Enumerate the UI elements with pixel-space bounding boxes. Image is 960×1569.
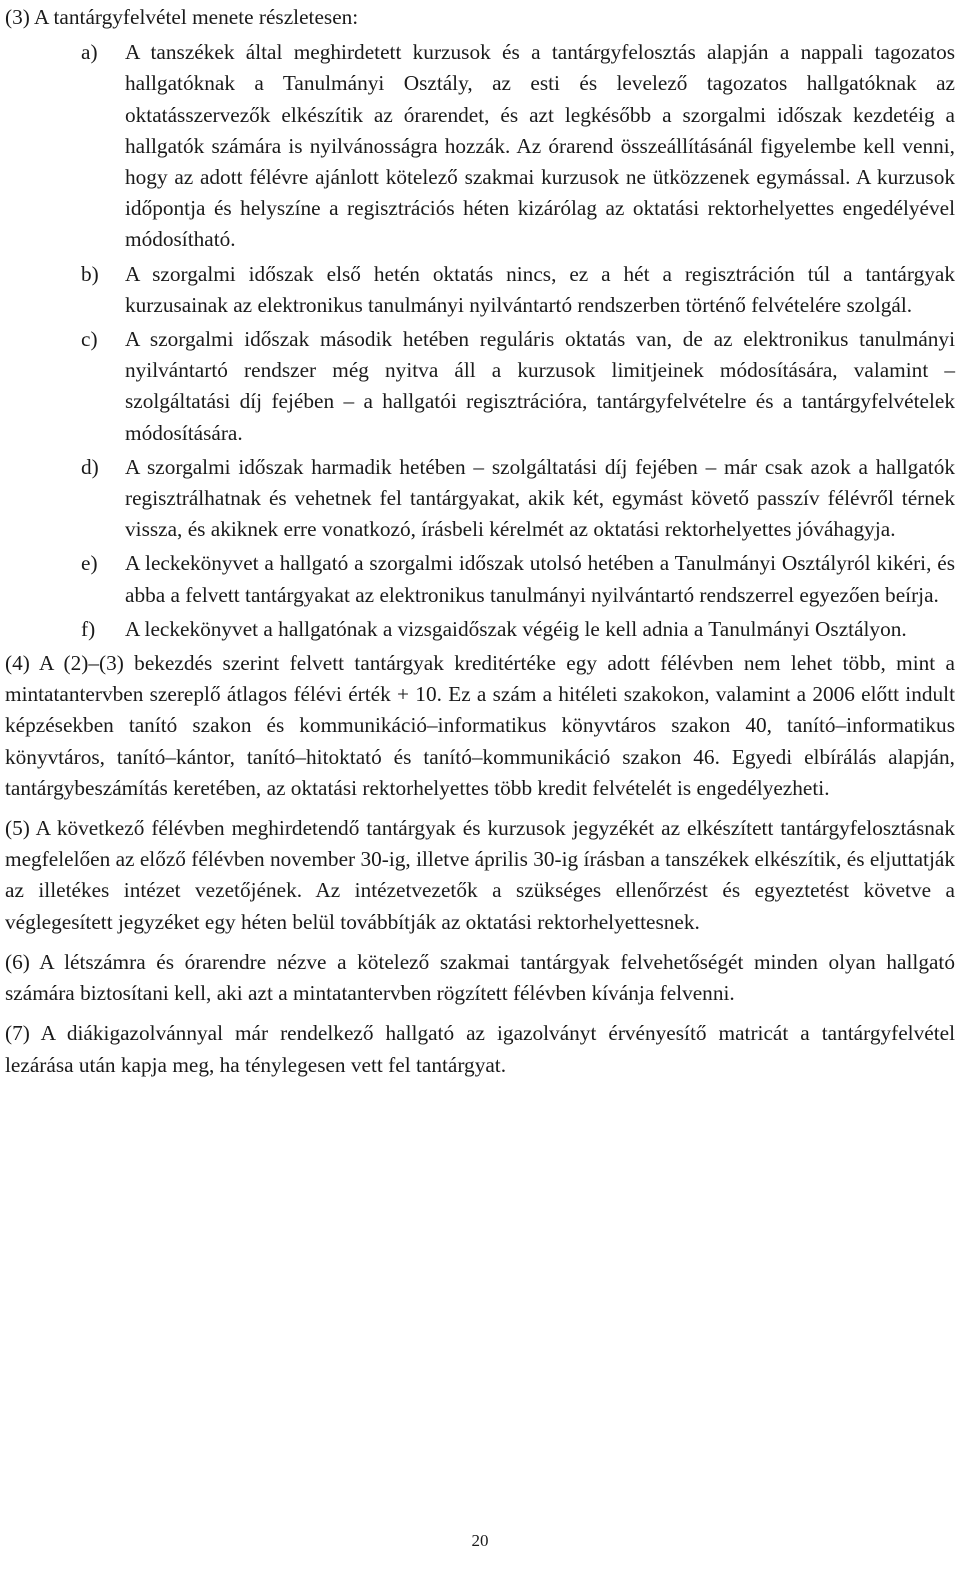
list-item-text: A szorgalmi időszak második hetében reguláris oktatás van, de az elektronikus tanulmányi nyilvántartó rendszer még nyitva áll a kurzusok limitjeinek módosítására, valamint – szolgáltatási díj fejében – a hallgatói regisztrációra, tantárgyfelvételre és a tantárgyfelvételek módosítására. — [125, 327, 955, 445]
list-item-text: A szorgalmi időszak első hetén oktatás nincs, ez a hét a regisztráción túl a tantárgyak kurzusainak az elektronikus tanulmányi nyilvántartó rendszerben történő felvételére szolgál. — [125, 261, 955, 317]
list-item-d — [5, 452, 955, 546]
list-item-text: A tanszékek által meghirdetett kurzusok és a tantárgyfelosztás alapján a nappali tagozatos hallgatóknak a Tanulmányi Osztály, az esti és levelező tagozatos hallgatóknak az oktatásszervezők elkészítik az órarendet, és azt legkésőbb a szorgalmi időszak kezdetéig a hallgatók számára is nyilvánosságra hozzák. Az órarend összeállításánál figyelembe kell venni, hogy az adott félévre ajánlott kötelező szakmai kurzusok ne ütközzenek egymással. A kurzusok időpontja és helyszíne a regisztrációs héten kizárólag az oktatási rektorhelyettes engedélyével módosítható. — [125, 40, 955, 252]
paragraph-6: (6) A létszámra és órarendre nézve a kötelező szakmai tantárgyak felvehetőségét minden olyan hallgató számára biztosítani kell, aki azt a mintatantervben rögzített félévben kívánja felvenni. — [5, 949, 955, 1006]
list-item-f — [5, 614, 955, 645]
document-page — [5, 2, 955, 1090]
section-3-heading: (3) A tantárgyfelvétel menete részletesen: — [5, 5, 359, 29]
list-marker: d) — [81, 454, 99, 479]
list-marker: a) — [81, 40, 98, 65]
list-item-e — [5, 548, 955, 610]
list-item-a — [5, 37, 955, 255]
list-item-text: A leckekönyvet a hallgatónak a vizsgaidőszak végéig le kell adnia a Tanulmányi Osztályon. — [125, 616, 907, 641]
paragraph-7: (7) A diákigazolvánnyal már rendelkező hallgató az igazolványt érvényesítő matricát a tantárgyfelvétel lezárása után kapja meg, ha ténylegesen vett fel tantárgyat. — [5, 1021, 955, 1077]
paragraph-5: (5) A következő félévben meghirdetendő tantárgyak és kurzusok jegyzékét az elkészített tantárgyfelosztásnak megfelelően az előző félévben november 30-ig, illetve április 30-ig írásban a tanszékek elkészítik, és eljuttatják az illetékes intézet vezetőjének. Az intézetvezetők a szükséges ellenőrzést és egyeztetést követve a véglegesített jegyzéket egy héten belül továbbítják az oktatási rektorhelyettesnek. — [5, 816, 955, 934]
page-number: 20 — [471, 1531, 489, 1550]
list-marker: f) — [81, 616, 96, 641]
paragraph-4: (4) A (2)–(3) bekezdés szerint felvett tantárgyak kreditértéke egy adott félévben nem lehet több, mint a mintatantervben szereplő átlagos félévi érték + 10. Ez a szám a hitéleti szakokon, valamint a 2006 előtt indult képzésekben tanító szakon és kommunikáció–informatikus könyvtáros szakon 40, tanító–informatikus könyvtáros, tanító–kántor, tanító–hitoktató és tanító–kommunikáció szakon 46. Egyedi elbírálás alapján, tantárgybeszámítás keretében, az oktatási rektorhelyettes több kredit felvételét is engedélyezheti. — [5, 651, 955, 800]
list-item-c — [5, 324, 955, 449]
list-marker: e) — [81, 551, 98, 576]
list-item-text: A szorgalmi időszak harmadik hetében – szolgáltatási díj fejében – már csak azok a hallgatók regisztrálhatnak és vehetnek fel tantárgyakat, akik két, egymást követő passzív félévről térnek vissza, és akiknek erre vonatkozó, írásbeli kérelmét az oktatási rektorhelyettes jóváhagyja. — [125, 454, 955, 542]
list-item-text: A leckekönyvet a hallgató a szorgalmi időszak utolsó hetében a Tanulmányi Osztályról kikéri, és abba a felvett tantárgyakat az elektronikus tanulmányi nyilvántartó rendszerrel egyezően beírja. — [125, 551, 955, 607]
list-item-b — [5, 259, 955, 321]
list-marker: b) — [81, 261, 99, 286]
list-marker: c) — [81, 327, 98, 352]
section-3-list — [5, 37, 955, 645]
